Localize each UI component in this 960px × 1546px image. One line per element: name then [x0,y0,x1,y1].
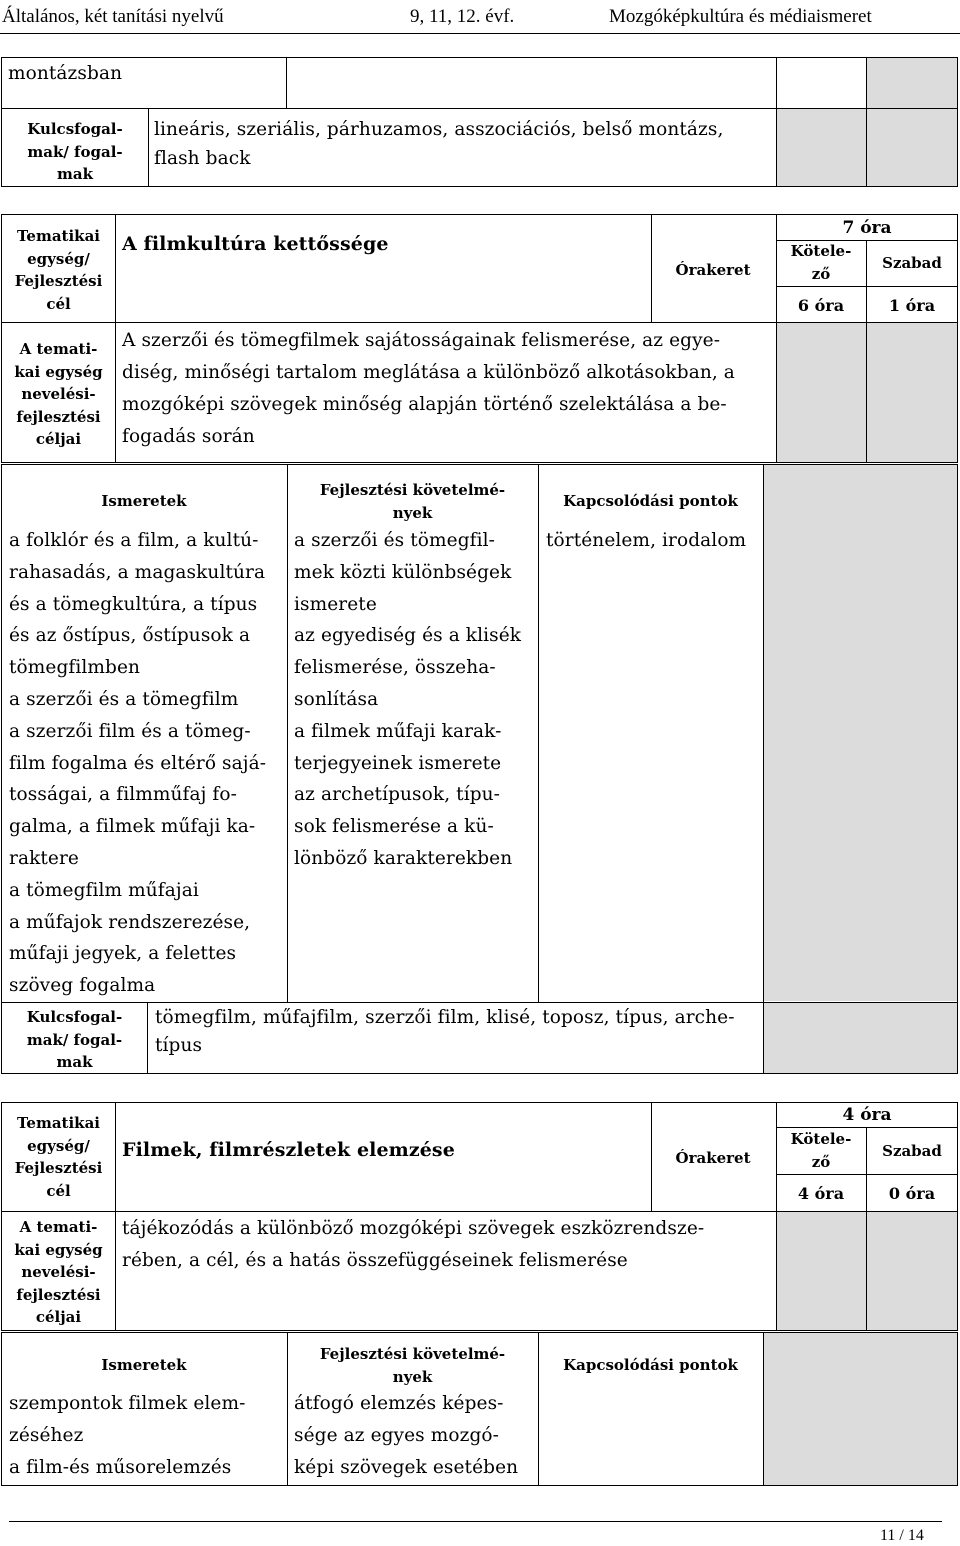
col-knowledge-header-2: Ismeretek [101,1356,187,1374]
footer-rule [9,1521,942,1522]
keywords-text-2: tömegfilm, műfajfilm, szerzői film, klisé, toposz, típus, arche- típus [155,1007,735,1056]
unit-label-2: Tematikai egység/ Fejlesztési cél [14,1114,103,1200]
goals-text: A szerzői és tömegfilmek sajátosságainak felismerése, az egye- diség, minőségi tartalom meglátása a különböző alkotásokban, a mozgóképi szövegek minőség alapján történő szelektálása a be- fogadás során [122,330,735,447]
hours-frame-label-2: Órakeret [675,1149,751,1167]
keywords-text: lineáris, szeriális, párhuzamos, asszociációs, belső montázs, flash back [154,119,724,169]
free-hours: 1 óra [888,296,936,315]
header-rule [0,33,960,34]
col-connections-header: Kapcsolódási pontok [563,492,738,510]
col-requirements-header-2: Fejlesztési követelmé- nyek [319,1345,506,1386]
requirements-list-2: átfogó elemzés képes- sége az egyes mozgó- képi szövegek esetében [294,1393,519,1478]
keywords-label: Kulcsfogal- mak/ fogal- mak [27,120,123,183]
montazsban-text: montázsban [8,63,123,84]
knowledge-list-2: szempontok filmek elem- zéséhez a film-és műsorelemzés [9,1393,246,1478]
keywords-label-2: Kulcsfogal- mak/ fogal- mak [26,1008,123,1071]
mandatory-label-2: Kötele- ző [790,1130,852,1171]
requirements-list: a szerzői és tömegfil- mek közti különbségek ismerete az egyediség és a klisék felismerése, összeha- sonlítása a filmek műfaji karak- terjegyeinek ismerete az archetípusok, típu- sok felismerése a kü- lönböző karakterekben [294,530,522,869]
mandatory-hours: 6 óra [797,296,845,315]
total-hours: 7 óra [842,218,892,238]
unit-label: Tematikai egység/ Fejlesztési cél [14,227,103,313]
unit-title-2: Filmek, filmrészletek elemzése [122,1139,455,1161]
col-knowledge-header: Ismeretek [101,492,187,510]
mandatory-label: Kötele- ző [790,242,852,283]
free-hours-2: 0 óra [888,1184,936,1203]
free-label: Szabad [882,254,942,272]
total-hours-2: 4 óra [842,1105,892,1125]
connections-text: történelem, irodalom [546,530,747,551]
unit-title: A filmkultúra kettőssége [122,233,389,255]
goals-label-2: A temati- kai egység nevelési- fejlesztési céljai [14,1218,103,1326]
hours-frame-label: Órakeret [675,261,751,279]
knowledge-list: a folklór és a film, a kultú- rahasadás, a magaskultúra és a tömegkultúra, a típus és az őstípus, őstípusok a tömegfilmben a szerzői és a tömegfilm a szerzői film és a tömeg- film fogalma és eltérő sajá- tosságai, a filmműfaj fo- galma, a filmek műfaji ka- raktere a tömegfilm műfajai a műfajok rendszerezése, műfaji jegyek, a felettes szöveg fogalma [9,530,267,997]
goals-text-2: tájékozódás a különböző mozgóképi szövegek eszközrendsze- rében, a cél, és a hatás összefüggéseinek felismerése [122,1218,705,1271]
header-subject: Mozgóképkultúra és médiaismeret [609,6,872,27]
mandatory-hours-2: 4 óra [797,1184,845,1203]
goals-label: A temati- kai egység nevelési- fejlesztési céljai [14,340,103,448]
free-label-2: Szabad [882,1142,942,1160]
col-connections-header-2: Kapcsolódási pontok [563,1356,738,1374]
header-school-type: Általános, két tanítási nyelvű [2,6,224,27]
page-number: 11 / 14 [880,1527,924,1544]
col-requirements-header: Fejlesztési követelmé- nyek [319,481,506,522]
header-grades: 9, 11, 12. évf. [410,6,515,27]
